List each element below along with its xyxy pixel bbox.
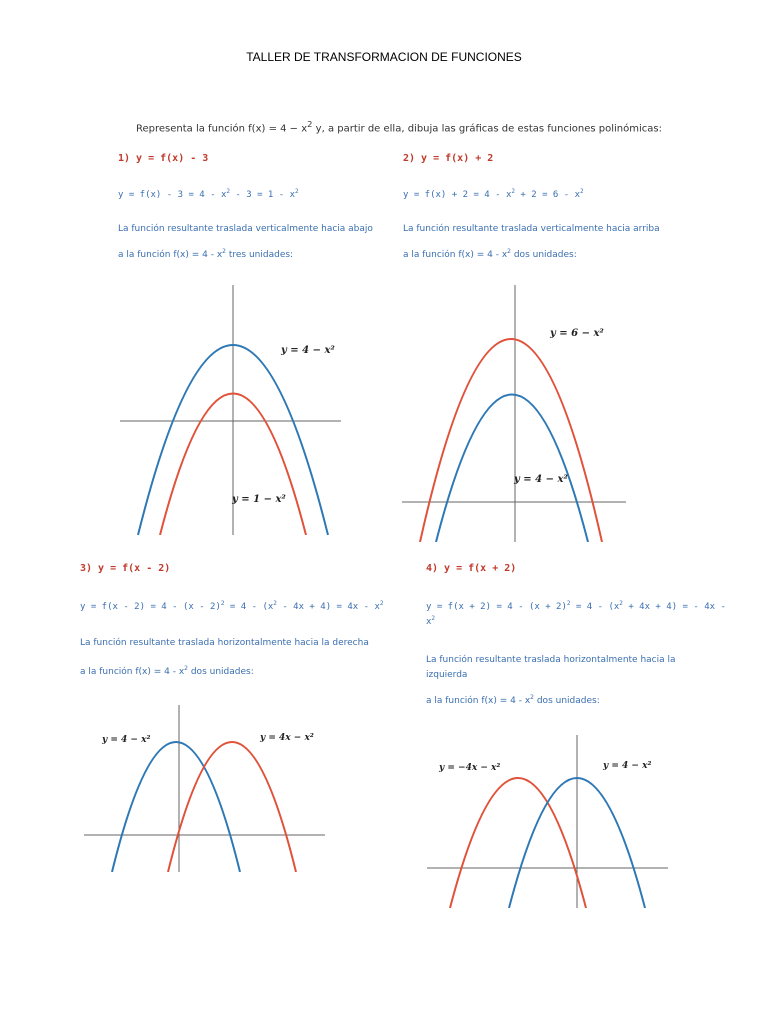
- graph-2-curve-blue: [436, 395, 588, 543]
- graph-4: [425, 730, 670, 908]
- section-2-heading: 2) y = f(x) + 2: [403, 153, 494, 164]
- graph-1-label-red: y = 1 − x²: [232, 494, 286, 505]
- section-4-heading: 4) y = f(x + 2): [426, 563, 517, 574]
- graph-2-curve-red: [420, 339, 602, 542]
- graph-4-curve-red: [450, 778, 586, 908]
- graph-1: [118, 280, 343, 535]
- section-1-equation: $y = f(x) - 3 = 4 - x^2 - 3 = 1 - x^2$: [118, 188, 299, 200]
- graph-4-label-red: y = −4x − x²: [439, 763, 501, 773]
- graph-3: [82, 700, 327, 872]
- section-1-heading: 1) y = f(x) - 3: [118, 153, 209, 164]
- section-4-description-line2: izquierda: [426, 670, 468, 680]
- intro-text: [136, 119, 662, 134]
- section-4-to-function: a la función $f(x) = 4 - x^2$ dos unidades:: [426, 694, 600, 706]
- section-2-description: La función resultante traslada verticalmente hacia arriba: [403, 224, 660, 234]
- graph-1-label-blue: y = 4 − x²: [281, 345, 335, 356]
- section-1-description: La función resultante traslada verticalmente hacia abajo: [118, 224, 373, 234]
- graph-3-label-red: y = 4x − x²: [260, 733, 314, 743]
- section-4-equation-line2: $x^2$: [426, 615, 436, 627]
- graph-3-curve-blue: [112, 742, 240, 872]
- graph-3-label-blue: y = 4 − x²: [102, 735, 151, 745]
- page-title: TALLER DE TRANSFORMACION DE FUNCIONES: [246, 50, 522, 64]
- graph-4-label-blue: y = 4 − x²: [603, 761, 652, 771]
- graph-3-curve-red: [168, 742, 296, 872]
- section-3-description: La función resultante traslada horizontalmente hacia la derecha: [80, 638, 369, 648]
- intro-rest: y, a partir de ella, dibuja las gráficas de estas funciones polinómicas:: [312, 123, 662, 135]
- section-3-heading: 3) y = f(x - 2): [80, 563, 171, 574]
- graph-2-label-blue: y = 4 − x²: [514, 474, 568, 485]
- section-1-to-function: a la función $f(x) = 4 - x^2$ tres unidades:: [118, 248, 294, 260]
- section-4-equation: $y = f(x + 2) = 4 - (x + 2)^2 = 4 - (x^2 + 4x + 4)$ = - 4x -: [426, 600, 726, 612]
- graph-2: [400, 280, 628, 542]
- section-2-to-function: a la función $f(x) = 4 - x^2$ dos unidades:: [403, 248, 577, 260]
- section-4-description: La función resultante traslada horizontalmente hacia la: [426, 655, 676, 665]
- section-2-equation: $y = f(x) + 2 = 4 - x^2 + 2 = 6 - x^2$: [403, 188, 584, 200]
- intro-sup: 2: [307, 119, 313, 129]
- section-3-to-function: a la función $f(x) = 4 - x^2$ dos unidades:: [80, 665, 254, 677]
- intro-main: Representa la función f(x) = 4 − x: [136, 123, 308, 135]
- graph-2-label-red: y = 6 − x²: [550, 328, 604, 339]
- section-3-equation: $y = f(x - 2) = 4 - (x - 2)^2 = 4 - (x^2 - 4x + 4) = 4x - x^2$: [80, 600, 384, 612]
